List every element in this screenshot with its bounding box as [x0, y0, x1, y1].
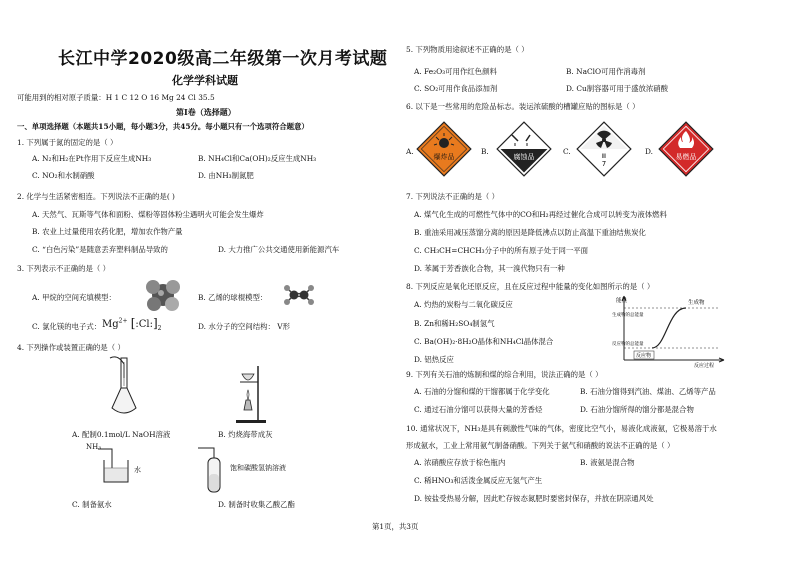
- q7-option-c[interactable]: C. CH₃CH=CHCH₃分子中的所有原子处于同一平面: [414, 246, 589, 255]
- q8-option-c[interactable]: C. Ba(OH)₂·8H₂O晶体和NH₄Cl晶体混合: [414, 337, 554, 346]
- q3-stem: 3. 下列表示不正确的是（ ）: [17, 264, 111, 273]
- q6-stem: 6. 以下是一些常用的危险品标志。装运浓硫酸的槽罐应贴的图标是（ ）: [406, 102, 640, 111]
- q8-option-a[interactable]: A. 灼热的炭粉与二氧化碳反应: [414, 300, 513, 309]
- section-title: 一、单项选择题（本题共15小题，每小题3分，共45分。每小题只有一个选项符合题意）: [17, 122, 309, 131]
- q4-option-a[interactable]: A. 配制0.1mol/L NaOH溶液: [72, 430, 171, 439]
- radioactive-sign-icon[interactable]: [576, 121, 632, 177]
- radioactive-sign-label: 7: [601, 160, 607, 168]
- q7-stem: 7. 下列说法不正确的是（ ）: [406, 192, 500, 201]
- energy-diagram: [612, 294, 734, 369]
- q2-option-c[interactable]: C. “白色污染”是随意丢弃塑料制品导致的: [32, 245, 168, 254]
- volume-title: 第Ⅰ卷（选择题）: [176, 107, 236, 117]
- q2-option-d[interactable]: D. 大力推广公共交通使用新能源汽车: [218, 245, 340, 254]
- page-number: 第1页，共3页: [372, 522, 419, 531]
- q9-option-b[interactable]: B. 石油分馏得到汽油、煤油、乙烯等产品: [580, 387, 716, 396]
- q10-option-c[interactable]: C. 稀HNO₃和活泼金属反应无氢气产生: [414, 476, 543, 485]
- q5-option-c[interactable]: C. SO₂可用作食品添加剂: [414, 84, 498, 93]
- q5-option-b[interactable]: B. NaClO可用作消毒剂: [566, 67, 646, 76]
- flammable-sign-icon[interactable]: [658, 121, 714, 177]
- q3-option-a[interactable]: A. 甲烷的空间充填模型：: [32, 293, 116, 302]
- q5-option-a[interactable]: A. Fe₂O₃可用作红色颜料: [414, 67, 497, 76]
- q8-stem: 8. 下列反应是氧化还原反应，且在反应过程中能量的变化如图所示的是（ ）: [406, 282, 655, 291]
- q4-option-b[interactable]: B. 灼烧海带成灰: [218, 430, 273, 439]
- q6-option-d[interactable]: D.: [645, 147, 654, 156]
- q6-option-a[interactable]: A.: [406, 147, 414, 156]
- q1-option-b[interactable]: B. NH₄Cl和Ca(OH)₂反应生成NH₃: [198, 154, 317, 163]
- q8-option-b[interactable]: B. Zn和稀H₂SO₄制氢气: [414, 319, 495, 328]
- graph-product-label: 生成物: [688, 300, 705, 306]
- mgcl2-electron-formula: $Mg^{2+}$ $[:Cl:]_2$: [102, 316, 162, 332]
- q7-option-d[interactable]: D. 苯属于芳香族化合物，其一溴代物只有一种: [414, 264, 565, 273]
- q1-option-a[interactable]: A. N₂和H₂在Pt作用下反应生成NH₃: [32, 154, 152, 163]
- q10-option-b[interactable]: B. 液氨是混合物: [580, 458, 635, 467]
- q9-option-c[interactable]: C. 通过石油分馏可以获得大量的芳香烃: [414, 405, 543, 414]
- svg-text:Ⅲ: Ⅲ: [601, 153, 607, 160]
- q1-option-c[interactable]: C. NO₂和水制硝酸: [32, 171, 95, 180]
- q3-option-b[interactable]: B. 乙烯的球棍模型：: [198, 293, 268, 302]
- graph-reactant-label: 反应物: [636, 353, 652, 359]
- corrosive-sign-icon[interactable]: [496, 121, 552, 177]
- q4-stem: 4. 下列操作或装置正确的是（ ）: [17, 343, 125, 352]
- q6-option-b[interactable]: B.: [481, 147, 489, 156]
- q4-option-c[interactable]: C. 制备氨水: [72, 500, 112, 509]
- q7-option-a[interactable]: A. 煤气化生成的可燃性气体中的CO和H₂再经过催化合成可以转变为液体燃料: [414, 210, 667, 219]
- q2-stem: 2. 化学与生活紧密相连。下列说法不正确的是( ): [17, 192, 175, 201]
- q4-option-d[interactable]: D. 制备时收集乙酸乙酯: [218, 500, 295, 509]
- atomic-masses: 可能用到的相对原子质量：H 1 C 12 O 16 Mg 24 Cl 35.5: [17, 93, 215, 102]
- q3-option-c[interactable]: C. 氯化镁的电子式：: [32, 322, 102, 331]
- water-label: 水: [134, 466, 141, 474]
- q1-stem: 1. 下列属于氮的固定的是（ ）: [17, 138, 118, 147]
- corrosive-sign-label: 腐蚀品: [513, 153, 535, 161]
- q2-option-a[interactable]: A. 天然气、瓦斯等气体和面粉、煤粉等固体粉尘遇明火可能会发生爆炸: [32, 210, 264, 219]
- volumetric-flask-icon: [104, 356, 144, 422]
- crucible-stand-icon: [232, 360, 270, 424]
- saturated-solution-label: 饱和碳酸氢钠溶液: [230, 464, 286, 472]
- q7-option-b[interactable]: B. 重油采用减压蒸馏分离的原因是降低沸点以防止高温下重油结焦炭化: [414, 228, 646, 237]
- q10-option-d[interactable]: D. 铵盐受热易分解，因此贮存铵态氮肥时要密封保存，并放在阴凉通风处: [414, 494, 654, 503]
- ammonia-setup-icon: [98, 446, 134, 486]
- methane-model-icon: [142, 278, 184, 312]
- q10-stem-line2: 形成氨水，工业上常用氨气制备硝酸。下列关于氨气和硝酸的说法不正确的是（ ）: [406, 441, 675, 450]
- explosive-sign-icon[interactable]: [416, 121, 472, 177]
- graph-reactant-total-label: 反应物的总能量: [612, 342, 644, 347]
- q9-option-d[interactable]: D. 石油分馏所得的馏分都是混合物: [580, 405, 694, 414]
- page-title: 长江中学2020级高二年级第一次月考试题: [58, 49, 388, 69]
- q9-option-a[interactable]: A. 石油的分馏和煤的干馏都属于化学变化: [414, 387, 550, 396]
- nh3-label: NH₃: [86, 443, 102, 451]
- flammable-sign-label: 易燃品: [675, 153, 697, 161]
- q1-option-d[interactable]: D. 由NH₃制氮肥: [198, 171, 254, 180]
- explosive-sign-label: 爆炸品: [433, 153, 455, 161]
- ester-collection-icon: [196, 446, 226, 494]
- q5-stem: 5. 下列物质用途叙述不正确的是（ ）: [406, 45, 529, 54]
- q8-option-d[interactable]: D. 铝热反应: [414, 355, 454, 364]
- q3-option-d[interactable]: D. 水分子的空间结构： V形: [198, 322, 290, 331]
- q2-option-b[interactable]: B. 农业上过量使用农药化肥，增加农作物产量: [32, 227, 183, 236]
- q5-option-d[interactable]: D. Cu制容器可用于盛放浓硝酸: [566, 84, 669, 93]
- graph-product-total-label: 生成物的总能量: [612, 313, 644, 318]
- q10-option-a[interactable]: A. 浓硝酸应存放于棕色瓶内: [414, 458, 506, 467]
- ethylene-model-icon: [282, 284, 316, 306]
- q10-stem-line1: 10. 通常状况下，NH₃是具有刺激性气味的气体，密度比空气小，易液化成液氨，它极易溶于水: [406, 424, 717, 433]
- graph-x-label: 反应过程: [694, 363, 715, 369]
- q6-option-c[interactable]: C.: [563, 147, 571, 156]
- subject-subtitle: 化学学科试题: [172, 74, 238, 87]
- graph-energy-label: 能量: [616, 298, 628, 304]
- q9-stem: 9. 下列有关石油的炼制和煤的综合利用，说法正确的是（ ）: [406, 370, 603, 379]
